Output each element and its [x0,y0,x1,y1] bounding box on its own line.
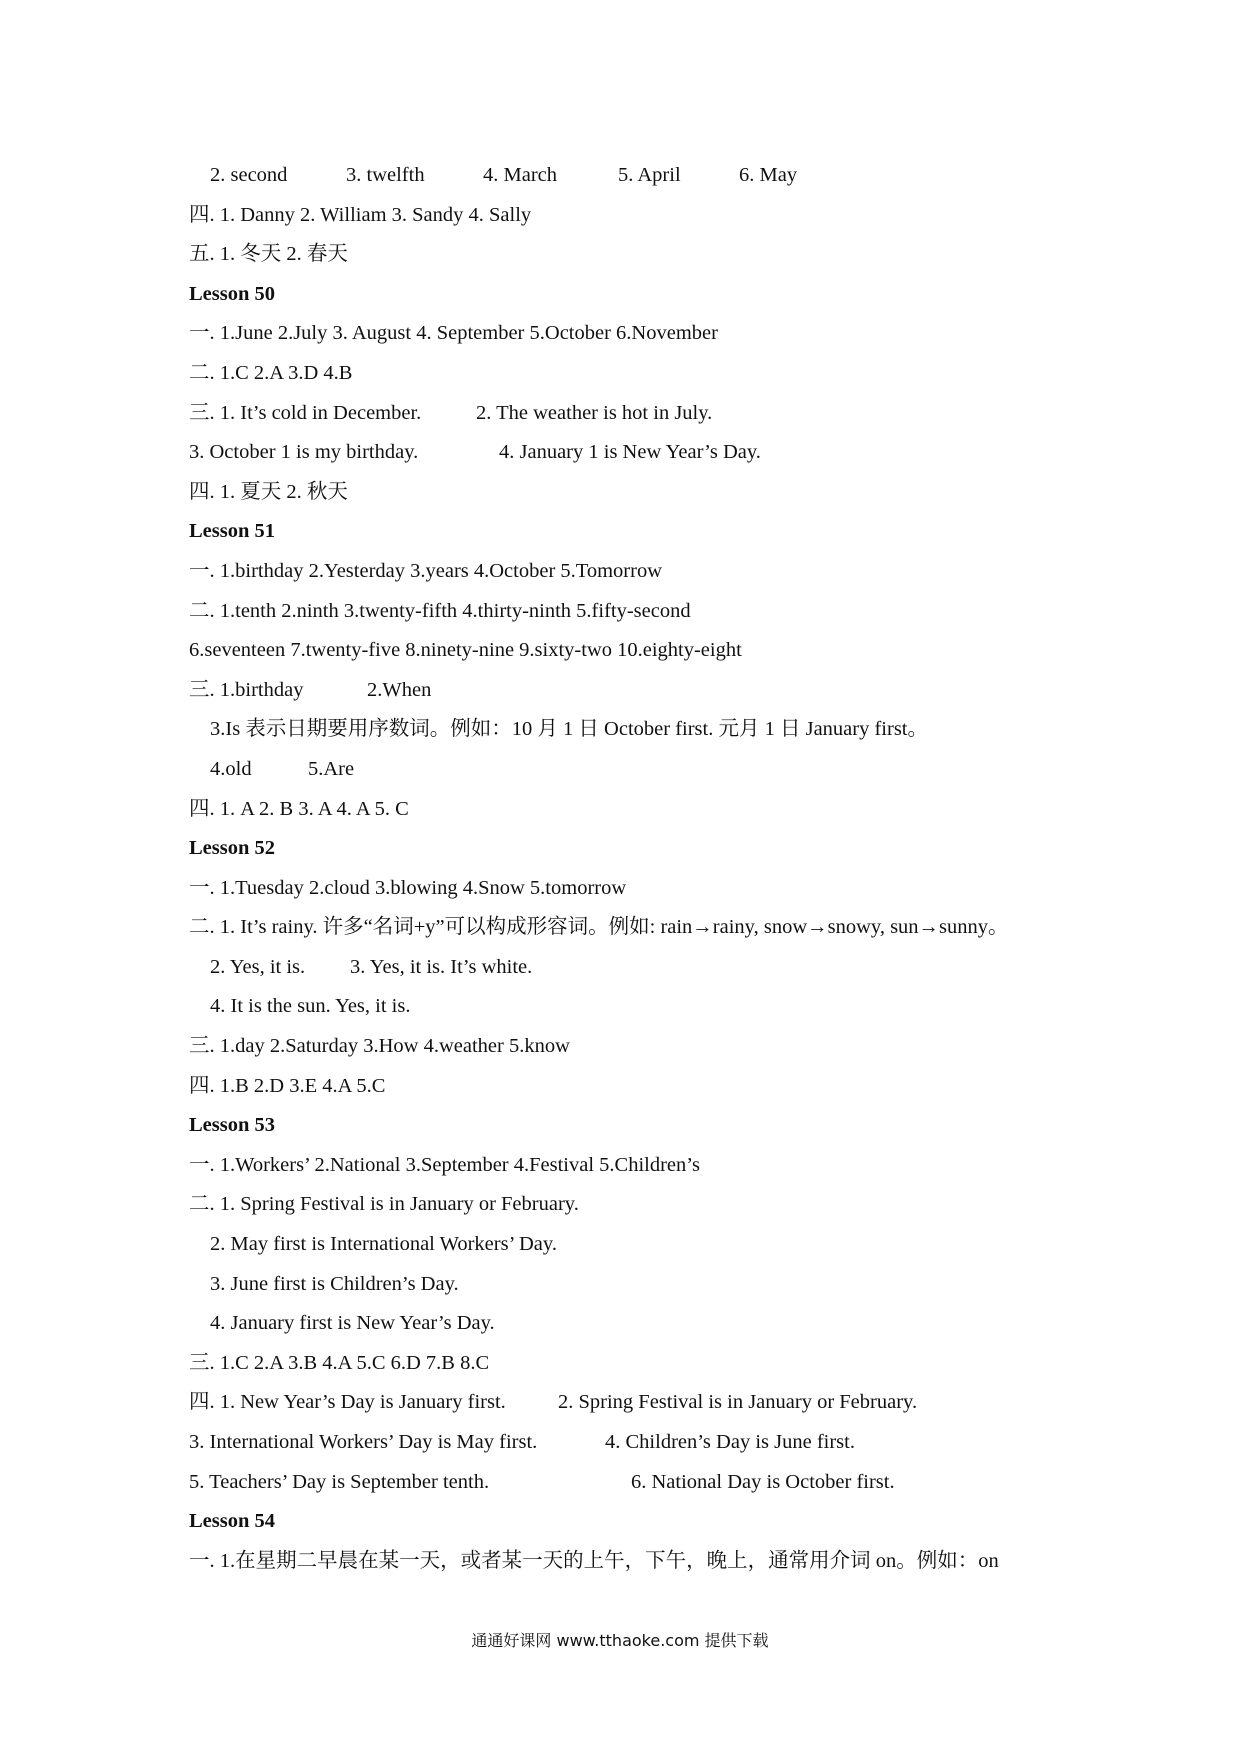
answer-text: 三. 1.birthday [189,678,304,701]
answer-line [189,433,1089,473]
answer-text: 一. 1.birthday 2.Yesterday 3.years 4.October 5.Tomorrow [189,559,663,582]
lesson-heading [189,275,1089,315]
answer-text: 二. 1. Spring Festival is in January or February. [189,1193,579,1216]
page-footer: 通通好课网 www.tthaoke.com 提供下载 [471,1631,769,1650]
answer-line [189,631,1089,671]
answer-text: 2. The weather is hot in July. [476,401,713,424]
answer-text: 二. 1.tenth 2.ninth 3.twenty-fifth 4.thirty-ninth 5.fifty-second [189,599,691,622]
answer-text: Lesson 52 [189,837,276,860]
answer-line [189,1265,1089,1305]
answer-text: 4. January first is New Year’s Day. [210,1312,495,1335]
answer-text: 2. second [210,164,288,186]
answer-line [189,1067,1089,1107]
answer-text: Lesson 54 [189,1510,276,1533]
answer-line [189,592,1089,632]
answer-text: 二. 1. It’s rainy. 许多“名词+y”可以构成形容词。例如: rain→rainy, snow→snowy, sun→sunny。 [189,916,1009,939]
answer-line [189,1027,1089,1067]
answer-text: 三. 1.day 2.Saturday 3.How 4.weather 5.know [189,1035,570,1058]
answer-text: 3. International Workers’ Day is May first. [189,1431,538,1453]
answer-text: 5. April [618,164,681,186]
answer-line [189,790,1089,830]
answer-text: 2.When [367,678,432,701]
answer-line [189,156,1089,196]
answer-text: 5. Teachers’ Day is September tenth. [189,1470,490,1493]
answer-text: 6.seventeen 7.twenty-five 8.ninety-nine 9.sixty-two 10.eighty-eight [189,639,742,662]
answer-text: 4. March [483,164,558,186]
answer-line [189,908,1089,948]
answer-key-content [189,156,1089,1581]
answer-line [189,987,1089,1027]
answer-line [189,1463,1089,1503]
answer-line [189,671,1089,711]
answer-text: 二. 1.C 2.A 3.D 4.B [189,361,353,384]
answer-text: 四. 1. 夏天 2. 秋天 [189,480,348,503]
answer-text: 6. National Day is October first. [631,1470,895,1493]
answer-line [189,1542,1089,1582]
answer-text: 三. 1. It’s cold in December. [189,401,422,424]
answer-line [189,869,1089,909]
answer-text: 四. 1. New Year’s Day is January first. [189,1391,506,1414]
answer-line [189,710,1089,750]
answer-line [189,235,1089,275]
answer-text: 五. 1. 冬天 2. 春天 [189,243,348,266]
answer-line [189,314,1089,354]
lesson-heading [189,1502,1089,1542]
lesson-heading [189,1106,1089,1146]
answer-line [189,1423,1089,1463]
answer-text: Lesson 50 [189,282,276,305]
answer-text: 2. Spring Festival is in January or February. [558,1391,918,1414]
answer-text: 四. 1. A 2. B 3. A 4. A 5. C [189,797,409,820]
answer-text: 5.Are [308,757,355,780]
answer-text: 2. Yes, it is. [210,955,306,978]
answer-text: 三. 1.C 2.A 3.B 4.A 5.C 6.D 7.B 8.C [189,1351,490,1374]
answer-text: 4. It is the sun. Yes, it is. [210,995,411,1018]
answer-text: 一. 1.Tuesday 2.cloud 3.blowing 4.Snow 5.tomorrow [189,876,627,899]
answer-line [189,948,1089,988]
answer-text: 3. twelfth [346,164,425,186]
answer-line [189,1383,1089,1423]
answer-text: 四. 1. Danny 2. William 3. Sandy 4. Sally [189,203,532,226]
lesson-heading [189,829,1089,869]
answer-text: 4.old [210,757,252,780]
answer-line [189,750,1089,790]
answer-line [189,354,1089,394]
answer-text: 一. 1.Workers’ 2.National 3.September 4.Festival 5.Children’s [189,1153,700,1176]
answer-line [189,394,1089,434]
answer-line [189,1344,1089,1384]
answer-text: 3. Yes, it is. It’s white. [350,955,533,978]
answer-line [189,473,1089,513]
answer-text: 3. June first is Children’s Day. [210,1272,459,1295]
answer-text: 3.Is 表示日期要用序数词。例如：10 月 1 日 October first. 元月 1 日 January first。 [210,718,928,741]
answer-line [189,552,1089,592]
answer-text: Lesson 53 [189,1114,276,1137]
answer-line [189,1225,1089,1265]
answer-text: Lesson 51 [189,520,276,543]
answer-text: 4. Children’s Day is June first. [605,1431,855,1453]
answer-line [189,1146,1089,1186]
answer-text: 4. January 1 is New Year’s Day. [499,441,761,464]
answer-line [189,1185,1089,1225]
answer-text: 2. May first is International Workers’ Day. [210,1233,557,1256]
answer-line [189,196,1089,236]
answer-text: 6. May [739,164,798,186]
lesson-heading [189,512,1089,552]
answer-line [189,1304,1089,1344]
answer-text: 四. 1.B 2.D 3.E 4.A 5.C [189,1074,386,1097]
answer-text: 一. 1.在星期二早晨在某一天，或者某一天的上午，下午，晚上，通常用介词 on。例如：on [189,1549,999,1572]
answer-text: 一. 1.June 2.July 3. August 4. September 5.October 6.November [189,322,718,345]
answer-text: 3. October 1 is my birthday. [189,441,419,464]
